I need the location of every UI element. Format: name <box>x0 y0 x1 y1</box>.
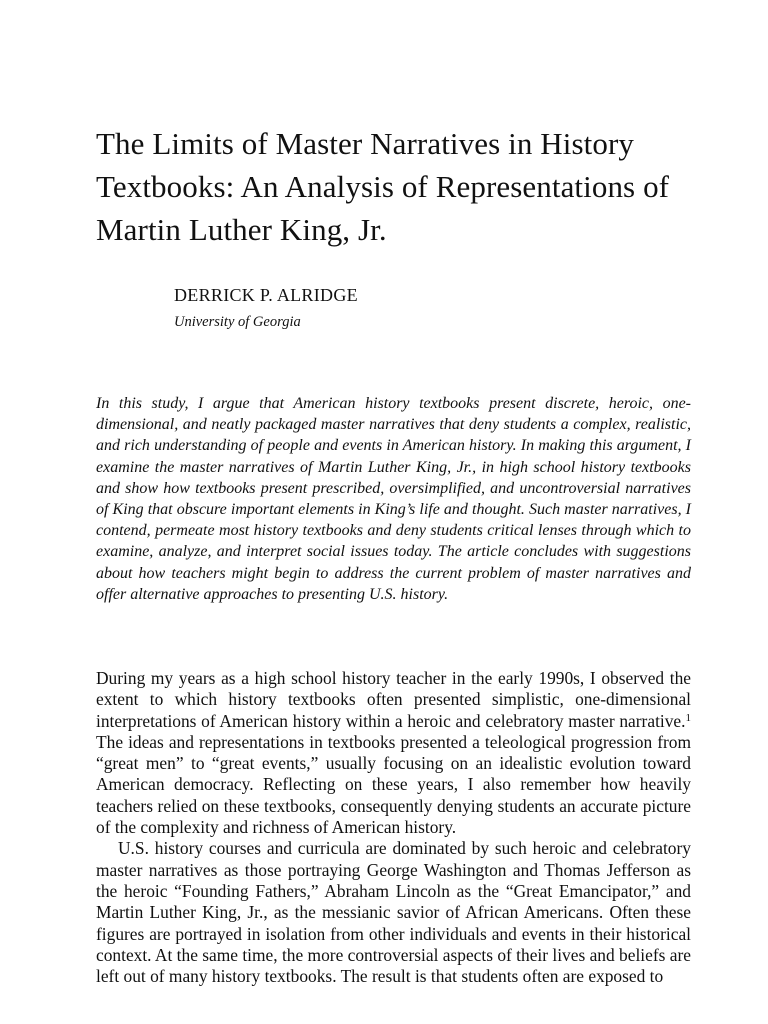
body-paragraph-1-end: The ideas and representations in textbooks presented a teleological progression from “great men” to “great events,” usually focusing on an idealistic evolution toward American democracy. Reflecting on these years, I also remember how heavily teachers relied on these textbooks, consequently denying students an accurate picture of the complexity and richness of American history. <box>96 731 691 838</box>
article-title: The Limits of Master Narratives in History Textbooks: An Analysis of Representations of Martin Luther King, Jr. <box>96 126 670 247</box>
article-body <box>96 668 691 987</box>
author-name: DERRICK P. ALRIDGE <box>174 285 358 305</box>
body-paragraph-1 <box>96 668 691 838</box>
body-paragraph-2: U.S. history courses and curricula are dominated by such heroic and celebratory master narratives as those portraying George Washington and Thomas Jefferson as the heroic “Founding Fathers,” Abraham Lincoln as the “Great Emancipator,” and Martin Luther King, Jr., as the messianic savior of African Americans. Often these figures are portrayed in isolation from other individuals and events in their historical context. At the same time, the more controversial aspects of their lives and beliefs are left out of many history textbooks. The result is that students often are exposed to <box>96 838 691 987</box>
author-affiliation: University of Georgia <box>174 314 301 330</box>
footnote-marker[interactable]: 1 <box>685 711 691 724</box>
abstract: In this study, I argue that American history textbooks present discrete, heroic, one-dimensional, and neatly packaged master narratives that deny students a complex, realistic, and rich understanding of people and events in American history. In making this argument, I examine the master narratives of Martin Luther King, Jr., in high school history textbooks and show how textbooks present prescribed, oversimplified, and uncontroversial narratives of King that obscure important elements in King’s life and thought. Such master narratives, I contend, permeate most history textbooks and deny students critical lenses through which to examine, analyze, and interpret social issues today. The article concludes with suggestions about how teachers might begin to address the current problem of master narratives and offer alternative approaches to presenting U.S. history. <box>96 395 691 603</box>
body-paragraph-1-start: During my years as a high school history teacher in the early 1990s, I observed the extent to which history textbooks often presented simplistic, one-dimensional interpretations of American history within a heroic and celebratory master narrative. <box>96 668 691 731</box>
